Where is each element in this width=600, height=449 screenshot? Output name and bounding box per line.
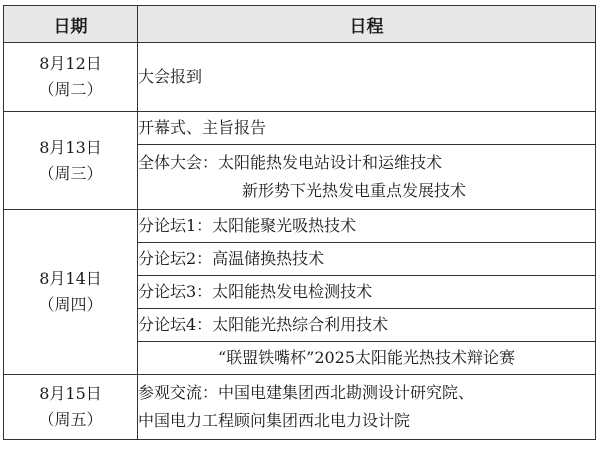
date-cell (4, 375, 138, 440)
table-header-row (4, 6, 596, 43)
header-schedule: 日程 (138, 6, 596, 43)
date-label: 8月15日 (39, 384, 102, 403)
schedule-item-line: 新形势下光热发电重点发展技术 (242, 181, 467, 200)
schedule-item: “联盟铁嘴杯”2025太阳能光热技术辩论赛 (138, 342, 596, 375)
schedule-item: 分论坛1：太阳能聚光吸热技术 (138, 210, 596, 243)
schedule-item: 开幕式、主旨报告 (138, 112, 596, 145)
table-row (4, 43, 596, 112)
table-row (4, 112, 596, 145)
schedule-item: 分论坛4：太阳能光热综合利用技术 (138, 309, 596, 342)
schedule-item: 分论坛2：高温储换热技术 (138, 243, 596, 276)
date-label: 8月13日 (39, 137, 102, 157)
header-date: 日期 (4, 6, 138, 43)
schedule-table (3, 5, 596, 440)
table-row (4, 375, 596, 440)
date-cell (4, 112, 138, 210)
schedule-item (138, 145, 596, 210)
weekday-label: （周四） (38, 295, 103, 314)
schedule-item-line: 全体大会：太阳能热发电站设计和运维技术 (138, 153, 443, 172)
weekday-label: （周五） (38, 410, 103, 429)
table-row (4, 210, 596, 243)
date-cell (4, 210, 138, 375)
weekday-label: （周三） (38, 163, 103, 183)
date-label: 8月14日 (39, 269, 102, 288)
schedule-item-line: 中国电力工程顾问集团西北电力设计院 (138, 411, 411, 430)
date-label: 8月12日 (39, 54, 102, 73)
schedule-item: 大会报到 (138, 43, 596, 112)
schedule-item (138, 375, 596, 440)
schedule-item-line: 参观交流：中国电建集团西北勘测设计研究院、 (138, 383, 475, 402)
date-cell (4, 43, 138, 112)
weekday-label: （周二） (38, 80, 103, 99)
schedule-item: 分论坛3：太阳能热发电检测技术 (138, 276, 596, 309)
